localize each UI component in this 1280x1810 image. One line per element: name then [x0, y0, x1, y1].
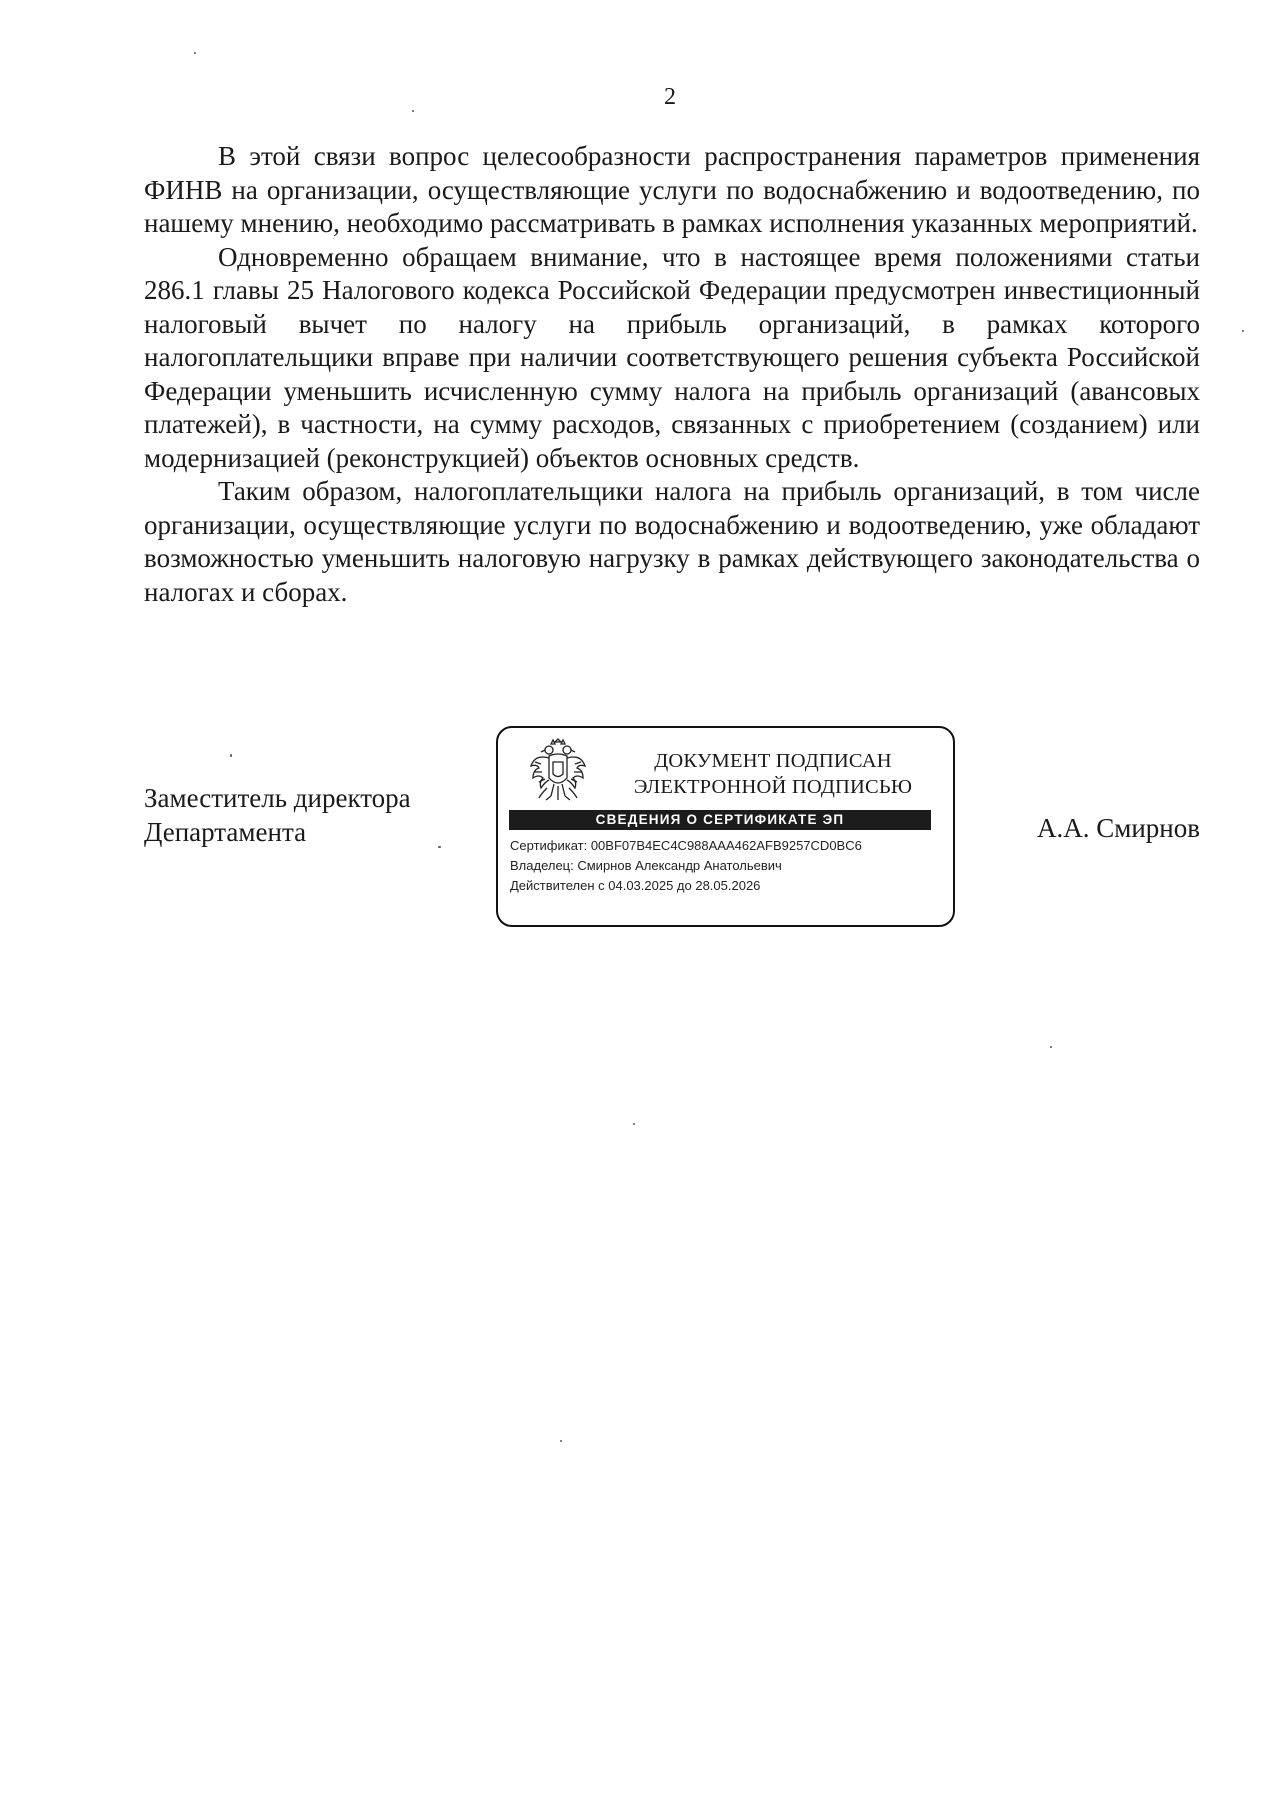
signer-name: А.А. Смирнов — [1037, 813, 1200, 843]
letter-body — [144, 140, 1200, 609]
scan-speck — [194, 52, 196, 54]
position-line: Департамента — [144, 816, 307, 847]
scan-speck — [230, 754, 232, 757]
certificate-number: Сертификат: 00BF07B4EC4C988AAA462AFB9257CD0BC6 — [510, 838, 862, 853]
scan-speck — [438, 846, 441, 848]
position-line: Заместитель директора — [144, 783, 411, 813]
stamp-title-line: ДОКУМЕНТ ПОДПИСАН — [654, 750, 892, 772]
scan-speck — [633, 1123, 635, 1125]
certificate-owner: Владелец: Смирнов Александр Анатольевич — [510, 858, 782, 873]
certificate-validity: Действителен с 04.03.2025 до 28.05.2026 — [510, 878, 761, 893]
page-number: 2 — [664, 84, 676, 110]
scan-speck — [560, 1440, 562, 1442]
paragraph: Одновременно обращаем внимание, что в настоящее время положениями статьи 286.1 главы 25 Налогового кодекса Российской Федерации предусмотрен инвестиционный налоговый вычет по налогу на прибыль организаций, в рамках которого налогоплательщики вправе при наличии соответствующего решения субъекта Российской Федерации уменьшить исчисленную сумму налога на прибыль организаций (авансовых платежей), в частности, на сумму расходов, связанных с приобретением (созданием) или модернизацией (реконструкцией) объектов основных средств. — [144, 241, 1200, 473]
double-headed-eagle-emblem-icon — [527, 738, 589, 808]
stamp-title — [603, 748, 943, 800]
certificate-section-header: СВЕДЕНИЯ О СЕРТИФИКАТЕ ЭП — [509, 810, 931, 830]
paragraph: В этой связи вопрос целесообразности распространения параметров применения ФИНВ на организации, осуществляющие услуги по водоснабжению и водоотведению, по нашему мнению, необходимо рассматривать в рамках исполнения указанных мероприятий. — [144, 141, 1200, 238]
scan-speck — [1242, 330, 1244, 332]
stamp-title-line: ЭЛЕКТРОННОЙ ПОДПИСЬЮ — [633, 776, 913, 798]
electronic-signature-stamp — [496, 726, 955, 927]
signatory-position — [144, 782, 411, 849]
scan-speck — [412, 110, 414, 112]
paragraph: Таким образом, налогоплательщики налога на прибыль организаций, в том числе организации, осуществляющие услуги по водоснабжению и водоотведению, уже обладают возможностью уменьшить налоговую нагрузку в рамках действующего законодательства о налогах и сборах. — [144, 476, 1200, 607]
certificate-details — [510, 836, 862, 896]
scan-speck — [1050, 1046, 1052, 1048]
